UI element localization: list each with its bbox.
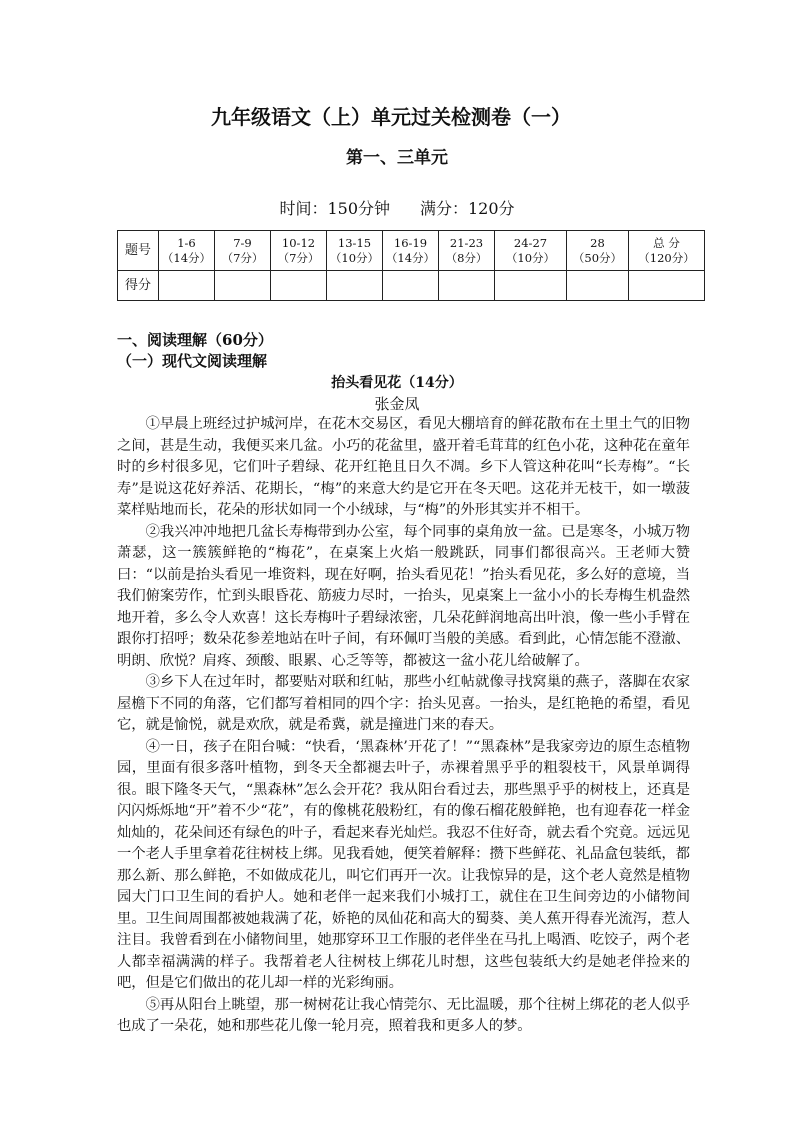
exam-info — [0, 198, 794, 220]
subsection-title: （一）现代文阅读理解 — [117, 352, 268, 370]
score-table — [117, 230, 705, 301]
score-cell — [383, 271, 439, 301]
question-range: 28 — [590, 235, 605, 250]
total-score-cell — [629, 271, 705, 301]
score-table-column — [495, 231, 567, 271]
question-range: 21-23 — [449, 235, 484, 250]
score-cell — [327, 271, 383, 301]
score-cell — [271, 271, 327, 301]
page-subtitle: 第一、三单元 — [346, 148, 448, 168]
score-table-column — [271, 231, 327, 271]
question-range: 13-15 — [337, 235, 372, 250]
question-range: 10-12 — [281, 235, 316, 250]
question-points: （8分） — [445, 250, 488, 265]
question-range: 16-19 — [393, 235, 428, 250]
score-cell — [159, 271, 215, 301]
question-points: （14分） — [385, 250, 436, 265]
article-paragraph: ⑤再从阳台上眺望，那一树树花让我心情莞尔、无比温暖，那个往树上绑花的老人似乎也成了一朵花，她和那些花儿像一轮月亮，照着我和更多人的梦。 — [117, 996, 690, 1034]
score-cell — [495, 271, 567, 301]
score-table-column — [327, 231, 383, 271]
exam-full-score: 满分：120分 — [420, 199, 515, 218]
article-paragraph: ③乡下人在过年时，都要贴对联和红帖，那些小红帖就像寻找窝巢的燕子，落脚在农家屋檐下不同的角落，它们都写着相同的四个字：抬头见喜。一抬头，是红艳艳的希望，看见它，就是愉悦，就是欢欣，就是希冀，就是撞进门来的春天。 — [117, 674, 690, 733]
question-range: 24-27 — [513, 235, 548, 250]
question-points: （50分） — [572, 250, 623, 265]
score-table-column — [159, 231, 215, 271]
article-body — [117, 414, 690, 1038]
score-label: 得分 — [118, 271, 159, 301]
article-paragraph: ①早晨上班经过护城河岸，在花木交易区，看见大棚培育的鲜花散布在土里土气的旧物之间，甚是生动，我便买来几盆。小巧的花盆里，盛开着毛茸茸的红色小花，这种花在童年时的乡村很多见，它们叶子碧绿、花开红艳且日久不凋。乡下人管这种花叫“长寿梅”。“长寿”是说这花好养活、花期长，“梅”的来意大约是它开在冬天吧。这花并无枝干，如一墩菠菜样贴地而长，花朵的形状如同一个小绒球，与“梅”的外形其实并不相干。 — [117, 416, 690, 518]
question-points: （7分） — [277, 250, 320, 265]
question-number-label: 题号 — [118, 231, 159, 271]
question-range: 7-9 — [233, 235, 252, 250]
question-points: （14分） — [161, 250, 212, 265]
exam-time: 时间：150分钟 — [279, 199, 390, 218]
score-cell — [439, 271, 495, 301]
score-cell — [215, 271, 271, 301]
section-title: 一、阅读理解（60分） — [117, 331, 273, 349]
total-points: （120分） — [638, 250, 695, 265]
page-title: 九年级语文（上）单元过关检测卷（一） — [211, 105, 571, 129]
question-points: （10分） — [329, 250, 380, 265]
score-table-column — [383, 231, 439, 271]
question-points: （10分） — [505, 250, 556, 265]
article-title: 抬头看见花（14分） — [331, 375, 463, 391]
score-table-total-column — [629, 231, 705, 271]
score-table-header-row — [118, 231, 705, 271]
score-table-column — [439, 231, 495, 271]
score-table-column — [215, 231, 271, 271]
article-paragraph: ④一日，孩子在阳台喊：“快看，‘黑森林’开花了！”“黑森林”是我家旁边的原生态植物园，里面有很多落叶植物，到冬天全都褪去叶子，赤裸着黑乎乎的粗裂枝干，风景单调得很。眼下隆冬天气，“黑森林”怎么会开花？我从阳台看过去，那些黑乎乎的树枝上，还真是闪闪烁烁地“开”着不少“花”，有的像桃花般粉红，有的像石榴花般鲜艳，也有迎春花一样金灿灿的，花朵间还有绿色的叶子，看起来春光灿烂。我忍不住好奇，就去看个究竟。远远见一个老人手里拿着花往树枝上绑。见我看她，便笑着解释：攒下些鲜花、礼品盒包装纸，都那么新、那么鲜艳，不如做成花儿，叫它们再开一次。让我惊异的是，这个老人竟然是植物园大门口卫生间的看护人。她和老伴一起来我们小城打工，就住在卫生间旁边的小储物间里。卫生间周围都被她栽满了花，娇艳的凤仙花和高大的蜀葵、美人蕉开得春光流泻，惹人注目。我曾看到在小储物间里，她那穿环卫工作服的老伴坐在马扎上喝酒、吃饺子，两个老人都幸福满满的样子。我帮着老人往树枝上绑花儿时想，这些包装纸大约是她老伴捡来的吧，但是它们做出的花儿却一样的光彩绚丽。 — [117, 738, 690, 991]
article-author: 张金凤 — [374, 395, 420, 413]
question-range: 1-6 — [177, 235, 196, 250]
total-label: 总 分 — [653, 235, 680, 250]
score-cell — [567, 271, 629, 301]
question-points: （7分） — [221, 250, 264, 265]
article-paragraph: ②我兴冲冲地把几盆长寿梅带到办公室，每个同事的桌角放一盆。已是寒冬，小城万物萧瑟，这一簇簇鲜艳的“梅花”，在桌案上火焰一般跳跃，同事们都很高兴。王老师大赞曰：“以前是抬头看见一堆资料，现在好啊，抬头看见花！”抬头看见花，多么好的意境，当我们俯案劳作，忙到头眼昏花、筋疲力尽时，一抬头，见桌案上一盆小小的长寿梅生机盎然地开着，多么令人欢喜！这长寿梅叶子碧绿浓密，几朵花鲜润地高出叶浪，像一些小手臂在跟你打招呼；数朵花参差地站在叶子间，有环佩叮当般的美感。看到此，心情怎能不澄澈、明朗、欣悦？肩疼、颈酸、眼累、心乏等等，都被这一盆小花儿给破解了。 — [117, 523, 690, 669]
score-table-column — [567, 231, 629, 271]
score-table-score-row — [118, 271, 705, 301]
